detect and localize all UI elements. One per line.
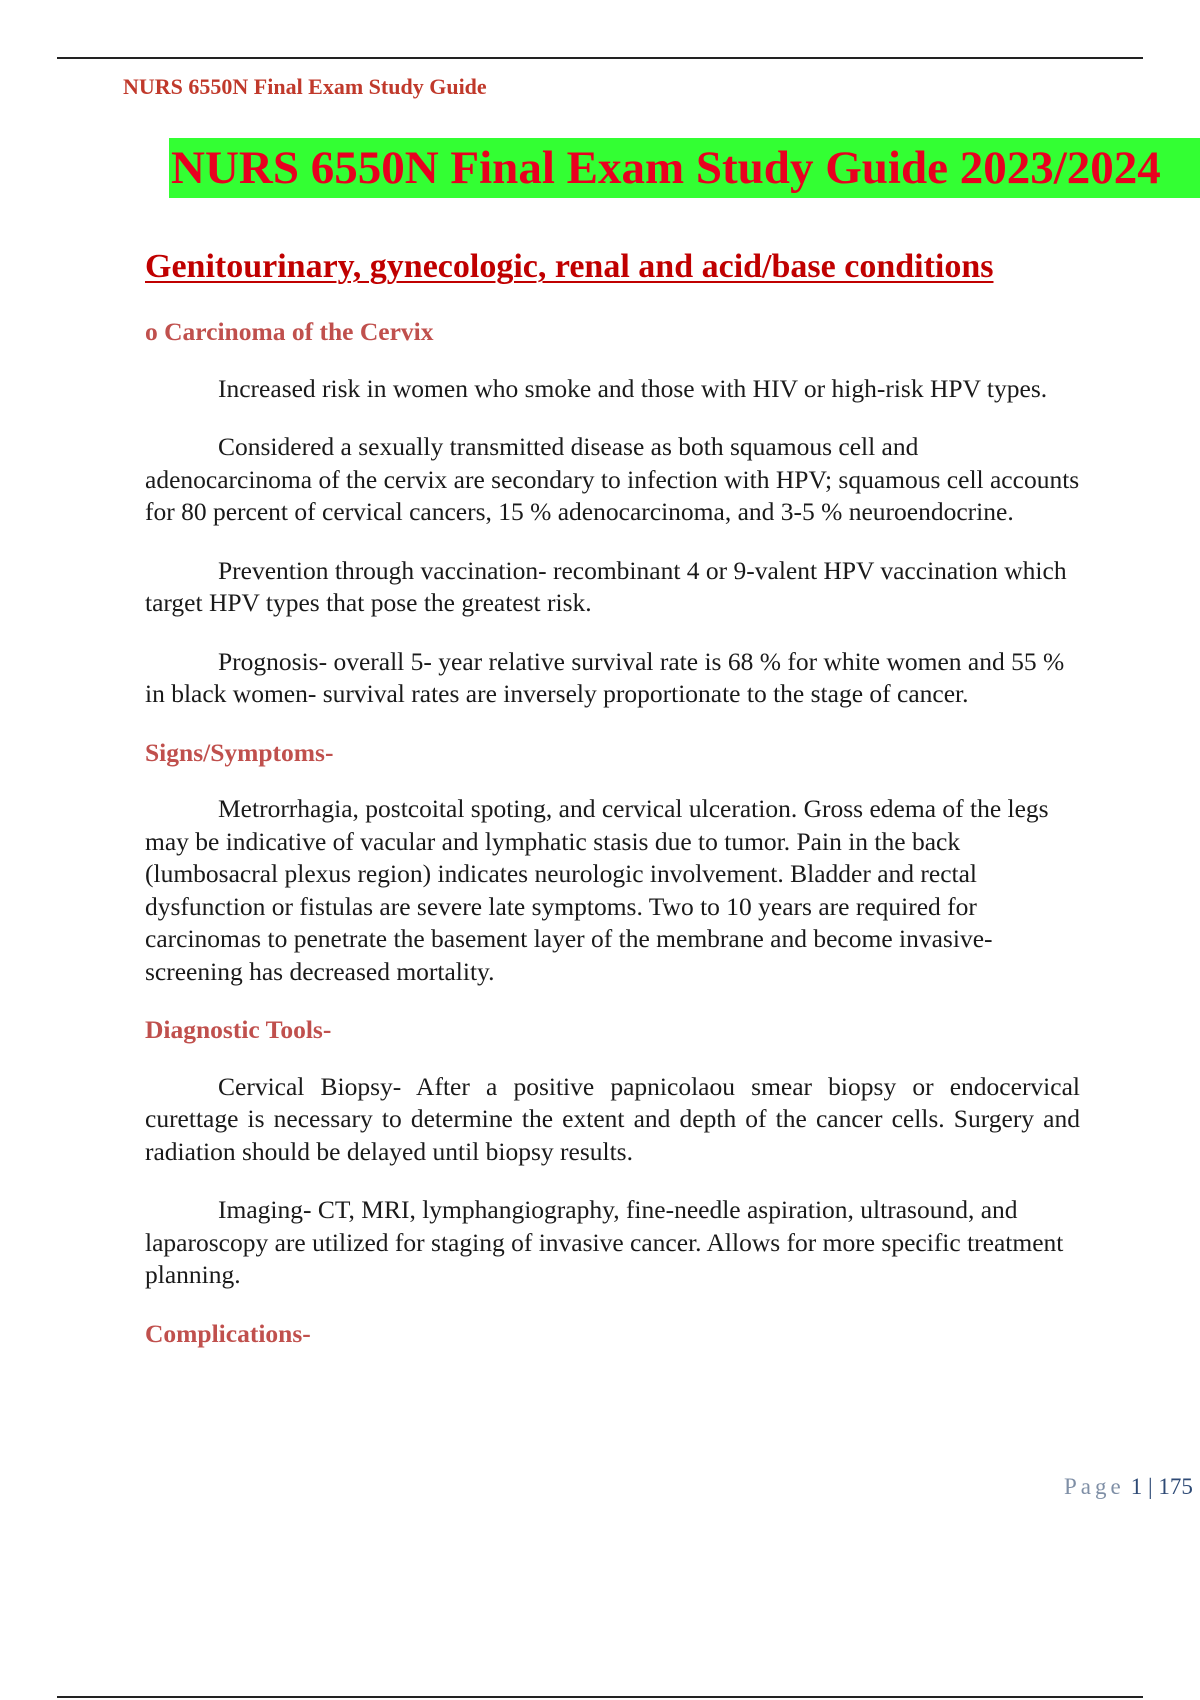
paragraph-imaging: Imaging- CT, MRI, lymphangiography, fine-needle aspiration, ultrasound, and laparoscopy are utilized for staging of invasive cancer. Allows for more specific treatment planning. bbox=[145, 1195, 1064, 1289]
page-count: 1 | 175 bbox=[1130, 1474, 1193, 1499]
paragraph-std: Considered a sexually transmitted disease as both squamous cell and adenocarcinoma of the cervix are secondary to infection with HPV; squamous cell accounts for 80 percent of cervical cancers, 15 % adenocarcinoma, and 3-5 % neuroendocrine. bbox=[145, 432, 1080, 526]
bottom-rule bbox=[57, 1696, 1143, 1698]
top-rule bbox=[57, 57, 1143, 59]
running-header: NURS 6550N Final Exam Study Guide bbox=[123, 74, 487, 99]
paragraph-biopsy: Cervical Biopsy- After a positive papnicolaou smear biopsy or endocervical curettage is necessary to determine the extent and depth of the cancer cells. Surgery and radiation should be delayed until biopsy results. bbox=[145, 1071, 1080, 1166]
paragraph-risk: Increased risk in women who smoke and those with HIV or high-risk HPV types. bbox=[218, 373, 1048, 403]
paragraph-prognosis: Prognosis- overall 5- year relative survival rate is 68 % for white women and 55 % in black women- survival rates are inversely proportionate to the stage of cancer. bbox=[145, 646, 1065, 708]
document-body bbox=[145, 316, 1080, 1374]
page-label: Page bbox=[1064, 1474, 1125, 1499]
subheading-complications: Complications- bbox=[145, 1318, 311, 1348]
section-heading: Genitourinary, gynecologic, renal and acid/base conditions bbox=[145, 248, 994, 285]
paragraph-prevention: Prevention through vaccination- recombinant 4 or 9-valent HPV vaccination which target HPV types that pose the greatest risk. bbox=[145, 555, 1067, 617]
main-title: NURS 6550N Final Exam Study Guide 2023/2024 bbox=[169, 138, 1200, 198]
subheading-diagnostic: Diagnostic Tools- bbox=[145, 1015, 332, 1044]
paragraph-symptoms: Metrorrhagia, postcoital spoting, and cervical ulceration. Gross edema of the legs may be indicative of vacular and lymphatic stasis due to tumor. Pain in the back (lumbosacral plexus region) indicates neurologic involvement. Bladder and rectal dysfunction or fistulas are severe late symptoms. Two to 10 years are required for carcinomas to penetrate the basement layer of the membrane and become invasive- screening has decreased mortality. bbox=[145, 794, 1049, 986]
subheading-carcinoma: o Carcinoma of the Cervix bbox=[145, 317, 434, 346]
page-number bbox=[1064, 1474, 1193, 1500]
subheading-signs: Signs/Symptoms- bbox=[145, 737, 334, 767]
